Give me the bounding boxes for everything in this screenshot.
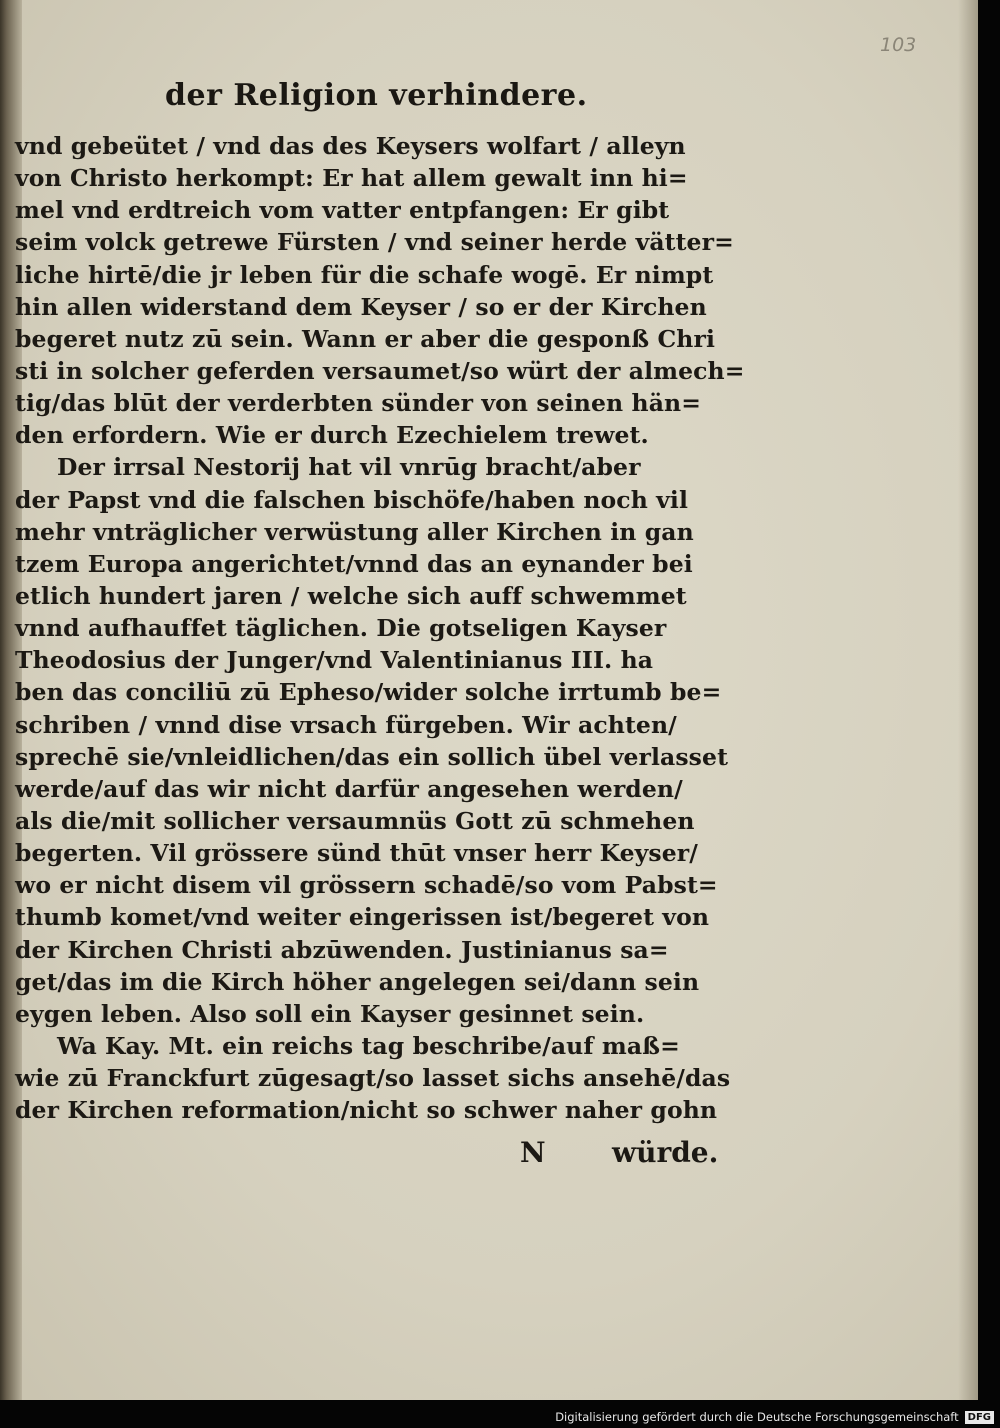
text-line: wo er nicht disem vil grössern schadē/so vom Pabst= <box>15 871 718 900</box>
text-line: als die/mit sollicher versaumnüs Gott zū schmehen <box>15 806 695 835</box>
digitization-credit <box>555 1410 994 1424</box>
text-line: wie zū Franckfurt zūgesagt/so lasset sichs ansehē/das <box>15 1064 731 1093</box>
text-line: etlich hundert jaren / welche sich auff schwemmet <box>15 581 687 610</box>
text-line: tzem Europa angerichtet/vnnd das an eynander bei <box>15 549 693 578</box>
running-header: der Religion verhindere. <box>165 78 588 113</box>
text-line: eygen leben. Also soll ein Kayser gesinnet sein. <box>15 999 645 1028</box>
text-line: Theodosius der Junger/vnd Valentinianus III. ha <box>15 646 654 675</box>
text-line: von Christo herkompt: Er hat allem gewalt inn hi= <box>15 164 688 193</box>
text-line: begerten. Vil grössere sünd thūt vnser herr Keyser/ <box>15 839 698 868</box>
text-line: mehr vnträglicher verwüstung aller Kirchen in gan <box>15 517 694 546</box>
text-line: liche hirtē/die jr leben für die schafe wogē. Er nimpt <box>15 260 714 289</box>
text-line: sprechē sie/vnleidlichen/das ein sollich übel verlasset <box>15 742 729 771</box>
body-text <box>15 130 745 1126</box>
credit-text: Digitalisierung gefördert durch die Deutsche Forschungsgemeinschaft <box>555 1410 959 1424</box>
text-line: get/das im die Kirch höher angelegen sei/dann sein <box>15 967 700 996</box>
text-line: mel vnd erdtreich vom vatter entpfangen: Er gibt <box>15 196 670 225</box>
text-line: hin allen widerstand dem Keyser / so er der Kirchen <box>15 292 707 321</box>
folio-number: 103 <box>880 34 917 56</box>
text-line: thumb komet/vnd weiter eingerissen ist/begeret von <box>15 903 710 932</box>
text-line: den erfordern. Wie er durch Ezechielem trewet. <box>15 421 649 450</box>
text-line: der Papst vnd die falschen bischöfe/haben noch vil <box>15 485 688 514</box>
catchword: würde. <box>612 1136 719 1169</box>
signature-mark: N <box>520 1136 546 1169</box>
text-line: begeret nutz zū sein. Wann er aber die gesponß Chri <box>15 324 716 353</box>
page-edge-shadow <box>958 0 978 1400</box>
text-line: werde/auf das wir nicht darfür angesehen werden/ <box>15 774 683 803</box>
text-line: vnnd aufhauffet täglichen. Die gotseligen Kayser <box>15 614 667 643</box>
text-line: sti in solcher geferden versaumet/so würt der almech= <box>15 356 745 385</box>
text-line: ben das conciliū zū Epheso/wider solche irrtumb be= <box>15 678 722 707</box>
text-line: seim volck getrewe Fürsten / vnd seiner herde vätter= <box>15 228 734 257</box>
text-line-paragraph-start: Der irrsal Nestorij hat vil vnrūg bracht/aber <box>57 453 641 482</box>
text-line: vnd gebeütet / vnd das des Keysers wolfart / alleyn <box>15 132 686 160</box>
text-line: der Kirchen reformation/nicht so schwer naher gohn <box>15 1096 718 1125</box>
text-line: schriben / vnnd dise vrsach fürgeben. Wir achten/ <box>15 710 677 739</box>
dfg-logo: DFG <box>965 1411 994 1424</box>
text-line: tig/das blūt der verderbten sünder von seinen hän= <box>15 389 701 418</box>
text-line: der Kirchen Christi abzūwenden. Justinianus sa= <box>15 935 669 964</box>
text-line-paragraph-start: Wa Kay. Mt. ein reichs tag beschribe/auf maß= <box>57 1031 680 1060</box>
